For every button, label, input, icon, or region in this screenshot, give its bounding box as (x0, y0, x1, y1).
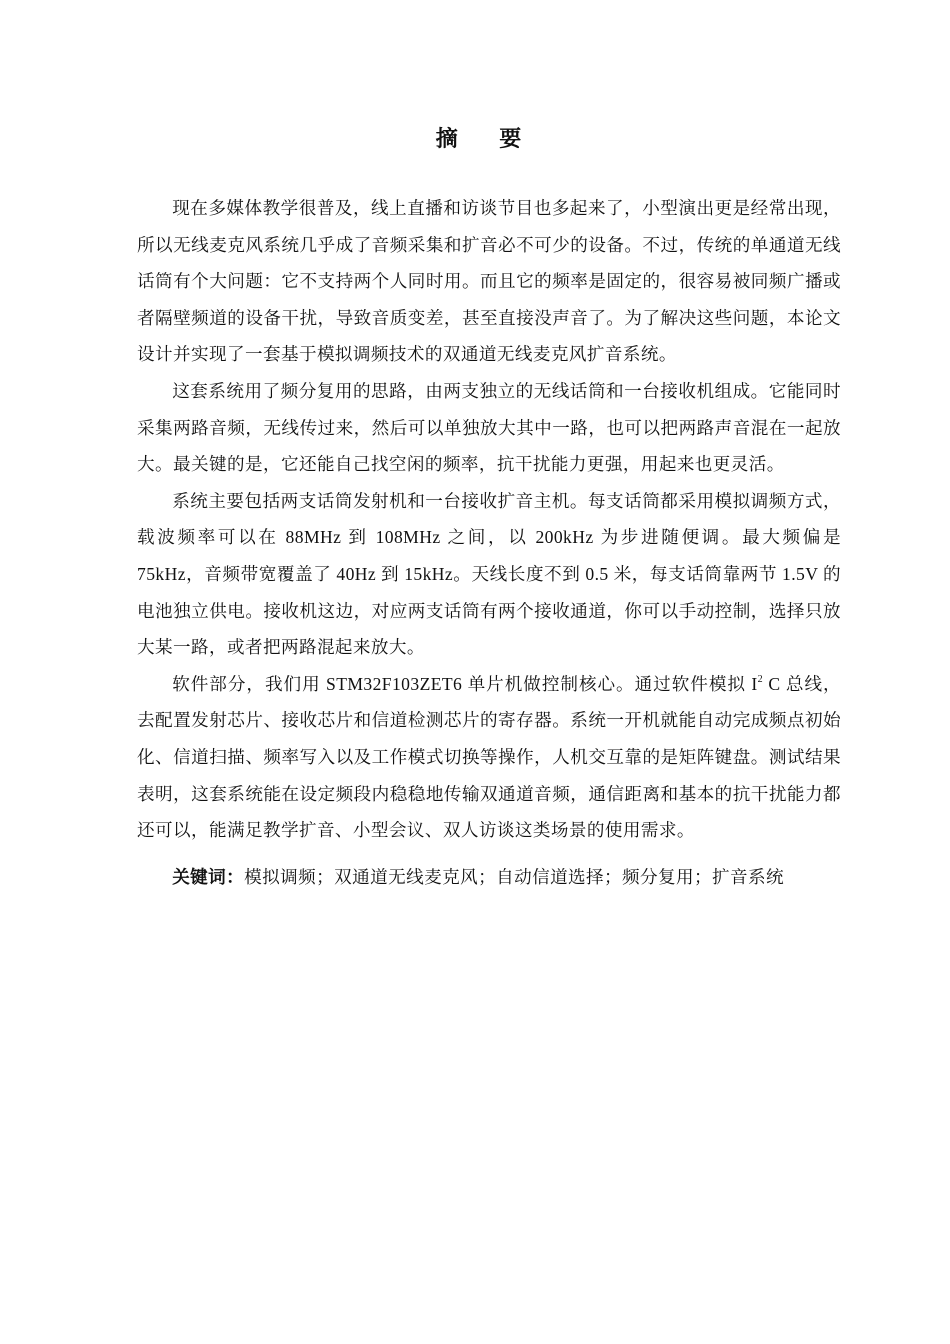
abstract-paragraph-4 (137, 666, 841, 849)
abstract-paragraph-2: 这套系统用了频分复用的思路，由两支独立的无线话筒和一台接收机组成。它能同时采集两路音频，无线传过来，然后可以单独放大其中一路，也可以把两路声音混在一起放大。最关键的是，它还能自己找空闲的频率，抗干扰能力更强，用起来也更灵活。 (137, 380, 841, 475)
paragraph-4-text-end: C 总线，去配置发射芯片、接收芯片和信道检测芯片的寄存器。系统一开机就能自动完成频点初始化、信道扫描、频率写入以及工作模式切换等操作，人机交互靠的是矩阵键盘。测试结果表明，这套系统能在设定频段内稳稳地传输双通道音频，通信距离和基本的抗干扰能力都还可以，能满足教学扩音、小型会议、双人访谈这类场景的使用需求。 (137, 673, 841, 841)
page-title: 摘 要 (435, 126, 540, 151)
superscript-2: 2 (757, 673, 764, 685)
abstract-paragraph-1: 现在多媒体教学很普及，线上直播和访谈节目也多起来了，小型演出更是经常出现，所以无线麦克风系统几乎成了音频采集和扩音必不可少的设备。不过，传统的单通道无线话筒有个大问题：它不支持两个人同时用。而且它的频率是固定的，很容易被同频广播或者隔壁频道的设备干扰，导致音质变差，甚至直接没声音了。为了解决这些问题，本论文设计并实现了一套基于模拟调频技术的双通道无线麦克风扩音系统。 (137, 198, 841, 365)
abstract-paragraph-3: 系统主要包括两支话筒发射机和一台接收扩音主机。每支话筒都采用模拟调频方式，载波频率可以在 88MHz 到 108MHz 之间，以 200kHz 为步进随便调。最大频偏是 75kHz，音频带宽覆盖了 40Hz 到 15kHz。天线长度不到 0.5 米，每支话筒靠两节 1.5V 的电池独立供电。接收机这边，对应两支话筒有两个接收通道，你可以手动控制，选择只放大某一路，或者把两路混起来放大。 (137, 490, 841, 658)
keywords-text: 模拟调频；双通道无线麦克风；自动信道选择；频分复用；扩音系统 (244, 866, 784, 887)
keywords-line (137, 859, 841, 896)
abstract-body (137, 190, 841, 895)
paragraph-4-text-start: 软件部分，我们用 STM32F103ZET6 单片机做控制核心。通过软件模拟 I (172, 673, 758, 694)
keywords-label: 关键词： (172, 866, 245, 887)
